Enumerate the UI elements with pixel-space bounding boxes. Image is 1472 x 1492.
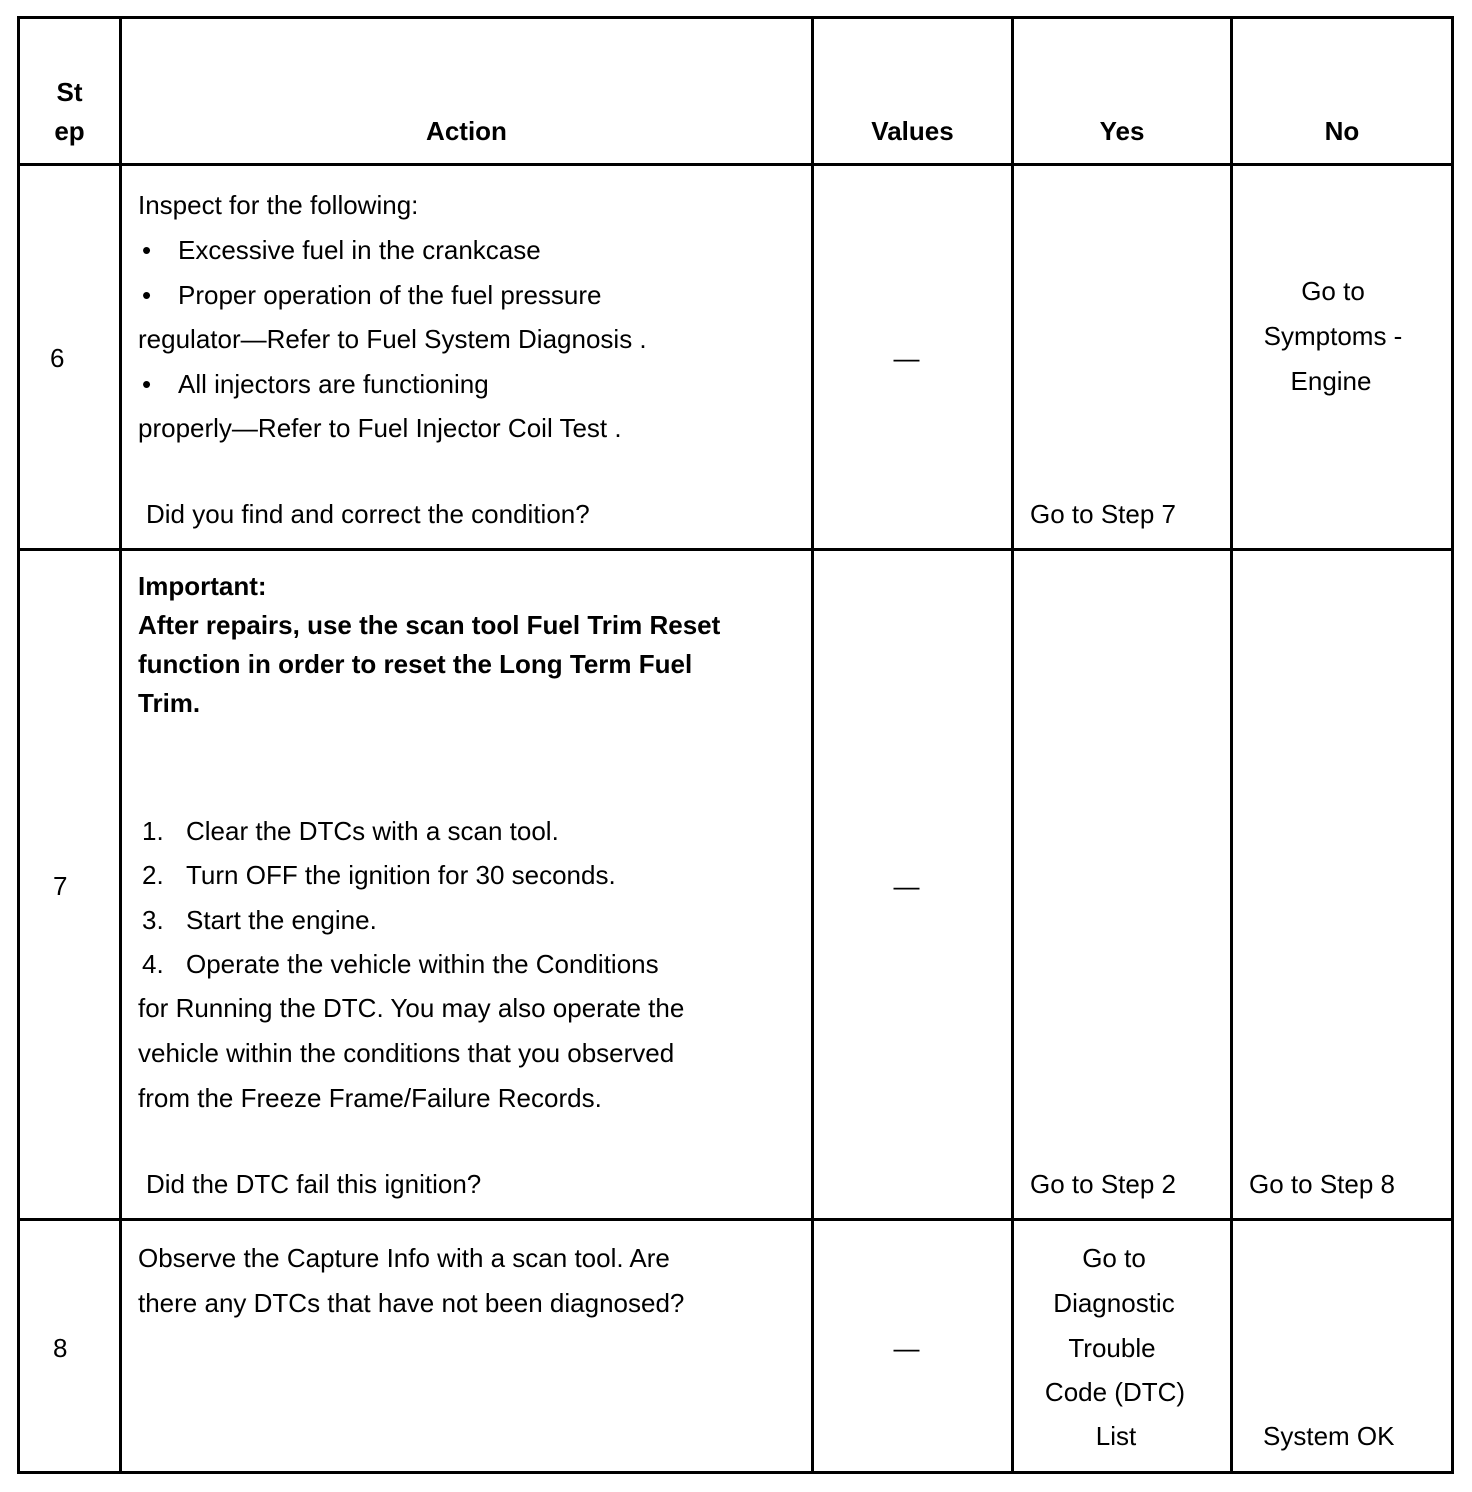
row6-no-line3: Engine	[1290, 366, 1372, 396]
header-no: No	[1324, 116, 1360, 146]
row8-yes-line5: List	[1095, 1421, 1137, 1451]
table-border-bottom	[17, 1471, 1454, 1474]
row6-no-line1: Go to	[1301, 276, 1365, 306]
row7-step4-d: from the Freeze Frame/Failure Records.	[138, 1083, 602, 1113]
row6-question: Did you find and correct the condition?	[146, 499, 590, 529]
row6-bullet3-a: All injectors are functioning	[178, 369, 489, 399]
row6-step: 6	[50, 343, 65, 373]
row7-important-2: function in order to reset the Long Term Fuel	[138, 649, 693, 679]
row8-yes-line3: Trouble	[1068, 1333, 1156, 1363]
header-action: Action	[426, 116, 507, 146]
row-divider-7-8	[17, 1218, 1454, 1221]
row-divider-6-7	[17, 548, 1454, 551]
row8-step: 8	[53, 1333, 68, 1363]
row7-important-3: Trim.	[138, 688, 201, 718]
row6-bullet1: Excessive fuel in the crankcase	[178, 235, 541, 265]
row8-yes-line1: Go to	[1082, 1243, 1146, 1273]
row8-no: System OK	[1263, 1421, 1395, 1451]
row7-no: Go to Step 8	[1249, 1169, 1395, 1199]
row7-question: Did the DTC fail this ignition?	[146, 1169, 482, 1199]
row7-step3-number: 3.	[142, 905, 164, 935]
table-border-right	[1451, 16, 1454, 1474]
row6-bullet2-b: regulator—Refer to Fuel System Diagnosis .	[138, 324, 647, 354]
row7-step4-c: vehicle within the conditions that you observed	[138, 1038, 675, 1068]
header-step-line1: St	[56, 77, 83, 107]
row7-important-label: Important:	[138, 571, 267, 601]
row7-step4-a: Operate the vehicle within the Conditions	[186, 949, 659, 979]
header-values: Values	[871, 116, 954, 146]
row6-bullet1-marker: •	[142, 235, 152, 265]
col-divider-action-values	[811, 16, 814, 1474]
row7-step4-b: for Running the DTC. You may also operate the	[138, 993, 685, 1023]
row6-yes: Go to Step 7	[1030, 499, 1176, 529]
row6-bullet3-b: properly—Refer to Fuel Injector Coil Test .	[138, 413, 622, 443]
row8-action-line1: Observe the Capture Info with a scan tool. Are	[138, 1243, 670, 1273]
row8-yes-line4: Code (DTC)	[1044, 1377, 1186, 1407]
header-yes: Yes	[1099, 116, 1145, 146]
row6-no-line2: Symptoms -	[1263, 321, 1403, 351]
row6-values: —	[893, 343, 920, 373]
row7-step1: Clear the DTCs with a scan tool.	[186, 816, 559, 846]
col-divider-yes-no	[1230, 16, 1233, 1474]
row7-step4-number: 4.	[142, 949, 164, 979]
row6-bullet2-a: Proper operation of the fuel pressure	[178, 280, 602, 310]
row6-bullet3-marker: •	[142, 369, 152, 399]
table-border-left	[17, 16, 20, 1474]
row8-yes-line2: Diagnostic	[1053, 1288, 1175, 1318]
row7-step3: Start the engine.	[186, 905, 377, 935]
row7-step1-number: 1.	[142, 816, 164, 846]
row7-values: —	[893, 871, 920, 901]
row6-intro: Inspect for the following:	[138, 190, 419, 220]
row8-action-line2: there any DTCs that have not been diagnosed?	[138, 1288, 685, 1318]
header-step-line2: ep	[54, 116, 85, 146]
row7-step2-number: 2.	[142, 860, 164, 890]
row7-yes: Go to Step 2	[1030, 1169, 1176, 1199]
row7-important-1: After repairs, use the scan tool Fuel Trim Reset	[138, 610, 721, 640]
row7-step2: Turn OFF the ignition for 30 seconds.	[186, 860, 616, 890]
table-border-top	[17, 16, 1454, 19]
header-divider	[17, 163, 1454, 166]
row7-step: 7	[53, 871, 68, 901]
row8-values: —	[893, 1333, 920, 1363]
col-divider-step-action	[119, 16, 122, 1474]
row6-bullet2-marker: •	[142, 280, 152, 310]
